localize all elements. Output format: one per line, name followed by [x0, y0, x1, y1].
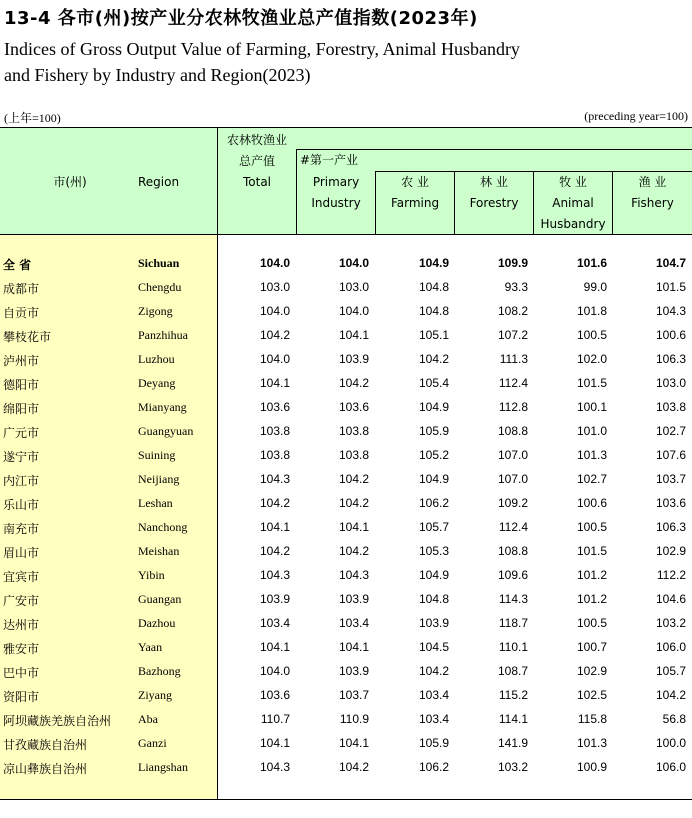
- table-row: [0, 684, 692, 708]
- header-city-zh: 市(州): [53, 175, 87, 189]
- row-value-total: 104.0: [259, 256, 290, 270]
- row-value-fishery: 102.7: [655, 424, 686, 438]
- row-value-animal: 101.0: [576, 424, 607, 438]
- table-row: [0, 252, 692, 276]
- table-row: [0, 324, 692, 348]
- data-table: [0, 127, 692, 800]
- row-value-forestry: 114.1: [498, 712, 528, 726]
- row-value-total: 104.1: [259, 736, 290, 750]
- row-value-primary: 104.2: [338, 760, 369, 774]
- row-region-en: Suining: [138, 448, 176, 462]
- header-forestry-zh: 林 业: [480, 175, 508, 189]
- table-title-chinese: 13-4 各市(州)按产业分农林牧渔业总产值指数(2023年): [4, 8, 478, 29]
- row-region-zh: 广元市: [3, 426, 40, 440]
- row-value-farming: 105.4: [418, 376, 449, 390]
- title-english-line-1: Indices of Gross Output Value of Farming, Forestry, Animal Husbandry: [4, 39, 520, 59]
- row-value-forestry: 109.2: [497, 496, 528, 510]
- row-region-en: Neijiang: [138, 472, 180, 486]
- header-primary-en-1: Primary: [312, 175, 360, 189]
- row-value-primary: 104.1: [338, 328, 369, 342]
- row-value-primary: 103.4: [338, 616, 369, 630]
- header-animal-en-1: Animal: [552, 196, 594, 210]
- row-region-en: Guangan: [138, 592, 182, 606]
- row-value-farming: 106.2: [418, 760, 449, 774]
- row-value-animal: 100.5: [576, 520, 607, 534]
- table-row: [0, 636, 692, 660]
- table-row: [0, 396, 692, 420]
- row-region-zh: 攀枝花市: [3, 330, 52, 344]
- row-value-farming: 105.1: [418, 328, 449, 342]
- row-value-animal: 100.5: [576, 616, 607, 630]
- row-value-total: 103.8: [259, 448, 290, 462]
- row-value-forestry: 118.7: [498, 616, 528, 630]
- row-value-farming: 104.2: [418, 352, 449, 366]
- row-region-en: Luzhou: [138, 352, 175, 366]
- row-value-total: 104.3: [259, 472, 290, 486]
- row-value-forestry: 108.8: [497, 424, 528, 438]
- row-region-zh: 全 省: [3, 258, 32, 272]
- row-value-forestry: 115.2: [498, 688, 528, 702]
- row-region-zh: 绵阳市: [3, 402, 40, 416]
- row-value-animal: 102.7: [576, 472, 607, 486]
- row-value-fishery: 106.0: [655, 640, 686, 654]
- row-value-total: 104.0: [259, 664, 290, 678]
- row-value-fishery: 106.3: [655, 520, 686, 534]
- row-value-total: 104.1: [259, 520, 290, 534]
- header-fishery-zh: 渔 业: [638, 175, 667, 189]
- row-value-animal: 101.8: [576, 304, 607, 318]
- header-farming-en: Farming: [390, 196, 440, 210]
- table-row: [0, 276, 692, 300]
- row-value-forestry: 110.1: [498, 640, 528, 654]
- row-value-primary: 103.9: [338, 352, 369, 366]
- row-region-en: Ganzi: [138, 736, 167, 750]
- row-region-en: Bazhong: [138, 664, 181, 678]
- header-primary-en-2: Industry: [311, 196, 361, 210]
- row-region-zh: 宜宾市: [3, 570, 40, 584]
- row-value-total: 103.6: [259, 400, 290, 414]
- row-value-total: 104.3: [259, 760, 290, 774]
- row-value-fishery: 106.3: [655, 352, 686, 366]
- row-region-zh: 阿坝藏族羌族自治州: [3, 714, 112, 728]
- row-value-fishery: 104.6: [655, 592, 686, 606]
- row-value-farming: 104.5: [418, 640, 449, 654]
- header-total-en: Total: [242, 175, 272, 189]
- row-value-animal: 100.1: [576, 400, 607, 414]
- row-value-primary: 104.2: [338, 376, 369, 390]
- title-english-line-2: and Fishery by Industry and Region(2023): [4, 65, 311, 85]
- row-region-zh: 德阳市: [3, 378, 40, 392]
- table-body: [0, 252, 692, 780]
- row-value-total: 104.0: [259, 352, 290, 366]
- row-value-primary: 103.9: [338, 592, 369, 606]
- row-value-farming: 104.8: [418, 304, 449, 318]
- row-value-total: 103.9: [259, 592, 290, 606]
- row-value-farming: 104.2: [418, 664, 449, 678]
- row-region-en: Mianyang: [138, 400, 187, 414]
- row-value-total: 103.8: [259, 424, 290, 438]
- row-region-zh: 达州市: [3, 618, 40, 632]
- row-region-en: Panzhihua: [138, 328, 188, 342]
- row-region-en: Dazhou: [138, 616, 176, 630]
- row-region-en: Deyang: [138, 376, 176, 390]
- row-value-total: 104.1: [259, 376, 290, 390]
- row-value-primary: 104.3: [338, 568, 369, 582]
- row-value-fishery: 56.8: [662, 712, 686, 726]
- base-note-chinese: (上年=100): [4, 111, 61, 125]
- row-value-forestry: 111.3: [499, 352, 528, 366]
- row-value-fishery: 107.6: [655, 448, 686, 462]
- table-row: [0, 660, 692, 684]
- base-note-english: (preceding year=100): [584, 109, 688, 123]
- row-region-en: Yibin: [138, 568, 165, 582]
- row-value-fishery: 104.7: [655, 256, 686, 270]
- table-row: [0, 708, 692, 732]
- row-value-total: 104.2: [259, 496, 290, 510]
- row-value-total: 110.7: [260, 712, 290, 726]
- row-value-primary: 104.1: [338, 640, 369, 654]
- table-row: [0, 468, 692, 492]
- row-value-fishery: 103.8: [655, 400, 686, 414]
- row-region-zh: 资阳市: [3, 690, 40, 704]
- row-value-fishery: 101.5: [655, 280, 686, 294]
- row-value-animal: 115.8: [577, 712, 607, 726]
- table-header: [0, 128, 692, 235]
- row-value-total: 104.3: [259, 568, 290, 582]
- table-row: [0, 756, 692, 780]
- row-value-primary: 104.0: [338, 256, 369, 270]
- row-region-zh: 甘孜藏族自治州: [3, 738, 88, 752]
- header-primary-group-zh: #第一产业: [300, 153, 359, 167]
- row-value-forestry: 103.2: [497, 760, 528, 774]
- row-region-en: Sichuan: [138, 256, 180, 270]
- header-total-zh-2: 总产值: [238, 154, 275, 168]
- header-animal-zh: 牧 业: [559, 175, 587, 189]
- row-value-primary: 104.0: [338, 304, 369, 318]
- row-value-primary: 104.2: [338, 544, 369, 558]
- row-value-farming: 103.9: [418, 616, 449, 630]
- row-value-fishery: 103.6: [655, 496, 686, 510]
- row-value-forestry: 112.4: [498, 520, 528, 534]
- row-value-farming: 104.8: [418, 280, 449, 294]
- row-value-animal: 101.6: [576, 256, 607, 270]
- row-value-fishery: 104.3: [655, 304, 686, 318]
- table-row: [0, 492, 692, 516]
- row-value-forestry: 108.2: [497, 304, 528, 318]
- row-region-en: Meishan: [138, 544, 180, 558]
- row-value-total: 104.1: [259, 640, 290, 654]
- header-total-zh-1: 农林牧渔业: [226, 133, 287, 147]
- row-value-primary: 103.8: [338, 424, 369, 438]
- row-value-forestry: 107.0: [497, 448, 528, 462]
- row-value-forestry: 109.9: [497, 256, 528, 270]
- row-value-primary: 104.1: [338, 736, 369, 750]
- row-value-farming: 104.9: [418, 472, 449, 486]
- header-animal-en-2: Husbandry: [540, 217, 606, 231]
- row-value-primary: 104.2: [338, 496, 369, 510]
- row-region-zh: 内江市: [3, 474, 40, 488]
- row-value-fishery: 103.2: [655, 616, 686, 630]
- table-row: [0, 540, 692, 564]
- table-row: [0, 300, 692, 324]
- row-value-animal: 101.5: [576, 544, 607, 558]
- row-value-farming: 105.9: [418, 424, 449, 438]
- row-value-total: 103.4: [259, 616, 290, 630]
- row-value-animal: 102.5: [576, 688, 607, 702]
- row-region-en: Guangyuan: [138, 424, 194, 438]
- row-value-forestry: 93.3: [504, 280, 528, 294]
- row-value-farming: 103.4: [418, 712, 449, 726]
- row-region-zh: 自贡市: [3, 306, 40, 320]
- row-value-animal: 101.3: [576, 448, 607, 462]
- row-value-primary: 104.2: [338, 472, 369, 486]
- row-value-farming: 104.9: [418, 256, 449, 270]
- header-forestry-en: Forestry: [469, 196, 519, 210]
- row-value-fishery: 100.6: [655, 328, 686, 342]
- row-region-zh: 眉山市: [3, 546, 40, 560]
- row-value-farming: 105.9: [418, 736, 449, 750]
- row-value-farming: 104.9: [418, 400, 449, 414]
- row-region-zh: 南充市: [3, 522, 40, 536]
- row-region-zh: 泸州市: [3, 354, 40, 368]
- row-value-total: 104.0: [259, 304, 290, 318]
- row-value-fishery: 104.2: [655, 688, 686, 702]
- row-value-forestry: 109.6: [497, 568, 528, 582]
- table-row: [0, 348, 692, 372]
- header-farming-zh: 农 业: [401, 175, 429, 189]
- row-value-fishery: 112.2: [656, 568, 686, 582]
- table-title-english: [4, 36, 688, 88]
- row-region-zh: 雅安市: [3, 642, 40, 656]
- row-value-farming: 105.7: [418, 520, 449, 534]
- row-region-en: Chengdu: [138, 280, 182, 294]
- table-row: [0, 588, 692, 612]
- row-value-primary: 103.8: [338, 448, 369, 462]
- row-region-en: Leshan: [138, 496, 173, 510]
- row-value-animal: 100.9: [576, 760, 607, 774]
- row-region-zh: 巴中市: [3, 666, 40, 680]
- table-row: [0, 420, 692, 444]
- row-region-en: Yaan: [138, 640, 163, 654]
- row-value-total: 104.2: [259, 328, 290, 342]
- row-value-animal: 99.0: [583, 280, 607, 294]
- row-value-animal: 101.5: [576, 376, 607, 390]
- row-region-en: Nanchong: [138, 520, 188, 534]
- table-row: [0, 732, 692, 756]
- row-region-en: Zigong: [138, 304, 173, 318]
- table-row: [0, 444, 692, 468]
- row-value-animal: 102.0: [576, 352, 607, 366]
- table-row: [0, 516, 692, 540]
- row-value-primary: 104.1: [338, 520, 369, 534]
- row-value-total: 103.6: [259, 688, 290, 702]
- row-value-animal: 100.5: [576, 328, 607, 342]
- row-value-farming: 105.2: [418, 448, 449, 462]
- row-region-zh: 广安市: [3, 594, 40, 608]
- row-value-forestry: 114.3: [498, 592, 528, 606]
- row-region-zh: 遂宁市: [3, 450, 40, 464]
- row-value-forestry: 112.8: [498, 400, 528, 414]
- row-value-animal: 100.7: [576, 640, 607, 654]
- row-value-forestry: 112.4: [498, 376, 528, 390]
- row-value-primary: 103.7: [338, 688, 369, 702]
- row-value-fishery: 105.7: [655, 664, 686, 678]
- row-value-farming: 104.8: [418, 592, 449, 606]
- row-value-fishery: 100.0: [655, 736, 686, 750]
- row-region-en: Liangshan: [138, 760, 188, 774]
- row-value-primary: 103.9: [338, 664, 369, 678]
- row-value-animal: 101.2: [576, 568, 607, 582]
- header-region-en: Region: [138, 175, 180, 189]
- row-value-animal: 101.3: [576, 736, 607, 750]
- row-value-forestry: 107.2: [497, 328, 528, 342]
- table-row: [0, 612, 692, 636]
- row-value-animal: 102.9: [576, 664, 607, 678]
- row-value-farming: 106.2: [418, 496, 449, 510]
- row-value-farming: 105.3: [418, 544, 449, 558]
- row-value-fishery: 103.7: [655, 472, 686, 486]
- row-value-fishery: 103.0: [655, 376, 686, 390]
- row-value-animal: 101.2: [576, 592, 607, 606]
- header-fishery-en: Fishery: [631, 196, 674, 210]
- row-value-forestry: 141.9: [497, 736, 528, 750]
- row-value-farming: 104.9: [418, 568, 449, 582]
- row-value-farming: 103.4: [418, 688, 449, 702]
- table-row: [0, 372, 692, 396]
- row-value-fishery: 106.0: [655, 760, 686, 774]
- row-value-fishery: 102.9: [655, 544, 686, 558]
- row-value-forestry: 107.0: [497, 472, 528, 486]
- row-region-zh: 乐山市: [3, 498, 40, 512]
- row-value-total: 104.2: [259, 544, 290, 558]
- row-value-primary: 103.6: [338, 400, 369, 414]
- row-value-forestry: 108.7: [497, 664, 528, 678]
- row-region-zh: 成都市: [3, 282, 40, 296]
- row-value-primary: 110.9: [339, 712, 369, 726]
- table-row: [0, 564, 692, 588]
- row-value-primary: 103.0: [338, 280, 369, 294]
- row-region-zh: 凉山彝族自治州: [3, 762, 88, 776]
- row-region-en: Aba: [138, 712, 158, 726]
- row-value-animal: 100.6: [576, 496, 607, 510]
- row-value-forestry: 108.8: [497, 544, 528, 558]
- row-region-en: Ziyang: [138, 688, 172, 702]
- row-value-total: 103.0: [259, 280, 290, 294]
